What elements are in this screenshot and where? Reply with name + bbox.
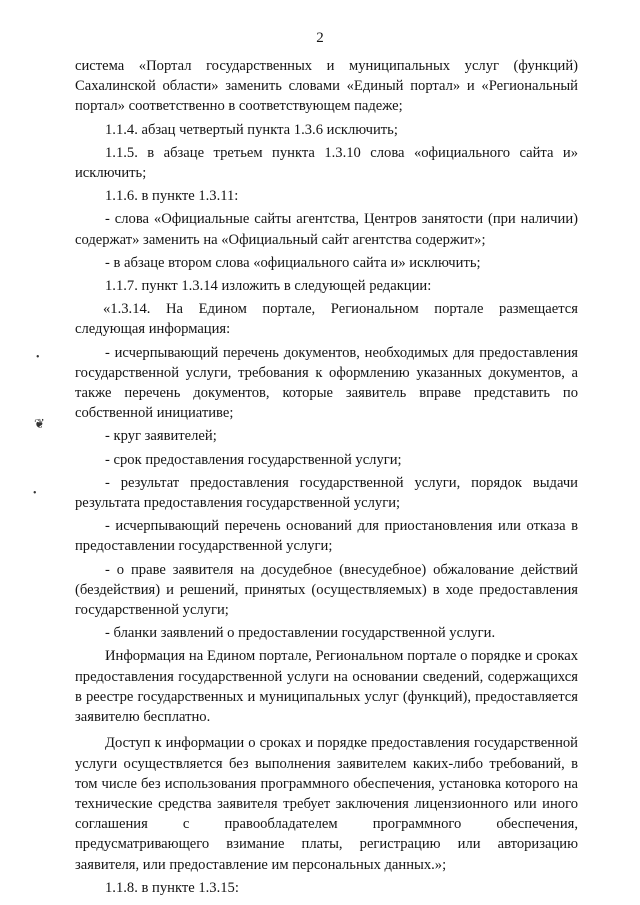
margin-mark: • (36, 352, 40, 363)
paragraph: 1.1.8. в пункте 1.3.15: (105, 879, 239, 896)
paragraph: 1.1.4. абзац четвертый пункта 1.3.6 исключить; (105, 121, 398, 138)
list-item: - исчерпывающий перечень документов, необходимых для предоставления государственной услуги, требования к оформлению указанных документов, а также перечень документов, которые заявитель вправе представить по собственной инициативе; (75, 344, 578, 422)
paragraph: 1.1.6. в пункте 1.3.11: (105, 188, 239, 205)
margin-mark: • (33, 488, 37, 499)
margin-mark: ❦ (34, 416, 45, 431)
paragraph: «1.3.14. На Едином портале, Региональном портале размещается следующая информация: (75, 301, 578, 338)
list-item: - срок предоставления государственной услуги; (105, 451, 402, 468)
paragraph: система «Портал государственных и муниципальных услуг (функций) Сахалинской области» заменить словами «Единый портал» и «Региональный портал» соответственно в соответствующем падеже; (75, 58, 578, 115)
list-item: - бланки заявлений о предоставлении государственной услуги. (105, 625, 496, 642)
list-item: - исчерпывающий перечень оснований для приостановления или отказа в предоставлении государственной услуги; (75, 518, 578, 555)
document-body (75, 56, 578, 898)
paragraph: Доступ к информации о сроках и порядке предоставления государственной услуги осуществляется без выполнения заявителем каких-либо требований, в том числе без использования программного обеспечения, установка которого на технические средства заявителя требует заключения лицензионного или иного соглашения с правообладателем программного обеспечения, предусматривающего взимание платы, регистрацию или авторизацию заявителя, или предоставление им персональных данных.»; (75, 735, 578, 873)
paragraph: 1.1.7. пункт 1.3.14 изложить в следующей редакции: (105, 278, 432, 295)
paragraph: Информация на Едином портале, Региональном портале о порядке и сроках предоставления государственной услуги на основании сведений, содержащихся в реестре государственных и муниципальных услуг (функций), предоставляется заявителю бесплатно. (75, 648, 578, 726)
list-item: - круг заявителей; (105, 428, 217, 445)
list-item: - о праве заявителя на досудебное (внесудебное) обжалование действий (бездействия) и решений, принятых (осуществляемых) в ходе предоставления государственной услуги; (75, 561, 578, 619)
page-number: 2 (316, 30, 324, 46)
paragraph: 1.1.5. в абзаце третьем пункта 1.3.10 слова «официального сайта и» исключить; (75, 144, 578, 182)
paragraph: - слова «Официальные сайты агентства, Центров занятости (при наличии) содержат» заменить на «Официальный сайт агентства содержит»; (75, 211, 578, 248)
list-item: - результат предоставления государственной услуги, порядок выдачи результата предоставления государственной услуги; (75, 474, 578, 512)
paragraph: - в абзаце втором слова «официального сайта и» исключить; (105, 254, 481, 271)
